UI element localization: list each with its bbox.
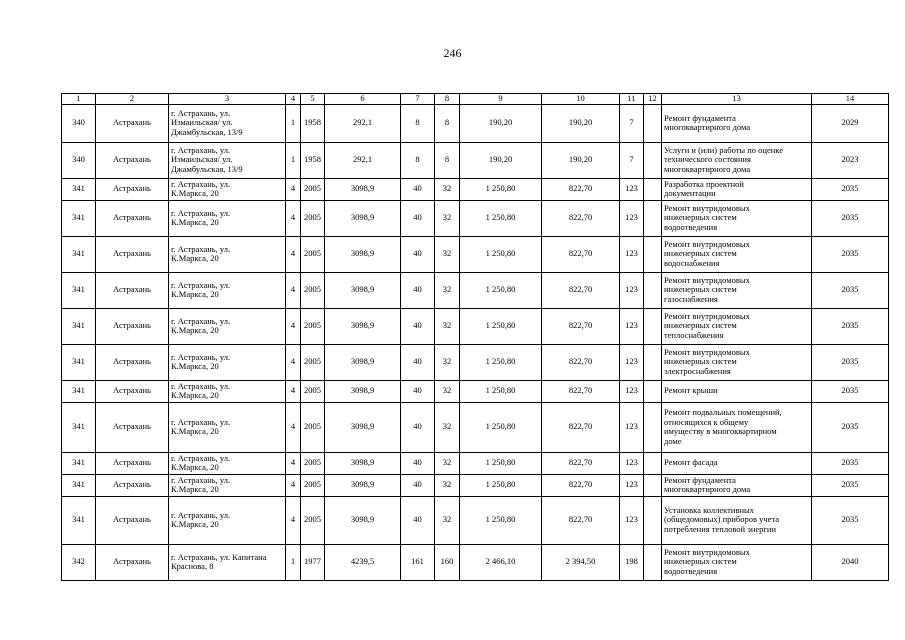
address-cell-line: К.Маркса, 20 [171, 484, 219, 495]
column-10-cell: 190,20 [542, 142, 620, 178]
address-cell-line: г. Астрахань, ул. [171, 178, 231, 189]
column-4-cell: 4 [286, 344, 301, 380]
column-7-cell: 40 [401, 380, 435, 402]
table-row [62, 272, 889, 308]
work-type-cell-line: Ремонт внутридомовых [664, 546, 750, 557]
address-cell-line: г. Астрахань, ул. [171, 144, 231, 155]
column-4-cell: 4 [286, 272, 301, 308]
column-8-cell: 32 [435, 200, 460, 236]
column-9-cell: 1 250,80 [460, 200, 542, 236]
column-9-cell: 1 250,80 [460, 452, 542, 474]
column-6-cell: 3098,9 [325, 200, 401, 236]
address-cell-line: К.Маркса, 20 [171, 519, 219, 530]
column-10-cell: 822,70 [542, 496, 620, 544]
row-number-cell: 340 [62, 104, 96, 142]
column-11-cell: 123 [620, 200, 644, 236]
column-11-cell: 123 [620, 272, 644, 308]
column-number-header: 11 [620, 94, 644, 105]
table-row [62, 452, 889, 474]
settlement-cell: Астрахань [96, 178, 169, 200]
row-number-cell: 342 [62, 544, 96, 580]
column-6-cell: 292,1 [325, 142, 401, 178]
planned-year-cell: 2035 [812, 308, 889, 344]
column-10-cell: 822,70 [542, 380, 620, 402]
address-cell-line: К.Маркса, 20 [171, 390, 219, 401]
work-type-cell-line: Ремонт внутридомовых [664, 310, 750, 321]
address-cell-line: г. Астрахань, ул. [171, 279, 231, 290]
column-11-cell: 7 [620, 142, 644, 178]
year-cell: 2005 [301, 272, 325, 308]
address-cell [169, 236, 286, 272]
column-number-header: 10 [542, 94, 620, 105]
column-12-cell [644, 544, 662, 580]
column-4-cell: 4 [286, 496, 301, 544]
address-cell-line: г. Астрахань, ул. [171, 351, 231, 362]
year-cell: 1958 [301, 104, 325, 142]
work-type-cell-line: инженерных систем [664, 212, 737, 223]
column-12-cell [644, 474, 662, 496]
row-number-cell: 341 [62, 200, 96, 236]
column-6-cell: 3098,9 [325, 402, 401, 452]
work-type-cell [662, 308, 812, 344]
column-8-cell: 8 [435, 142, 460, 178]
column-11-cell: 123 [620, 236, 644, 272]
address-cell [169, 308, 286, 344]
column-9-cell: 1 250,80 [460, 474, 542, 496]
column-7-cell: 40 [401, 236, 435, 272]
settlement-cell: Астрахань [96, 236, 169, 272]
work-type-cell [662, 344, 812, 380]
planned-year-cell: 2035 [812, 496, 889, 544]
work-type-cell-line: Ремонт фундамента [664, 474, 736, 485]
column-number-header: 4 [286, 94, 301, 105]
work-type-cell-line: водоотведения [664, 221, 718, 232]
settlement-cell: Астрахань [96, 272, 169, 308]
table-row [62, 308, 889, 344]
year-cell: 2005 [301, 344, 325, 380]
address-cell-line: К.Маркса, 20 [171, 289, 219, 300]
column-11-cell: 123 [620, 474, 644, 496]
address-cell-line: К.Маркса, 20 [171, 253, 219, 264]
settlement-cell: Астрахань [96, 380, 169, 402]
column-number-header: 9 [460, 94, 542, 105]
column-6-cell: 3098,9 [325, 308, 401, 344]
column-4-cell: 1 [286, 142, 301, 178]
column-4-cell: 4 [286, 402, 301, 452]
column-number-header: 2 [96, 94, 169, 105]
column-number-header: 6 [325, 94, 401, 105]
settlement-cell: Астрахань [96, 496, 169, 544]
column-9-cell: 1 250,80 [460, 344, 542, 380]
column-7-cell: 40 [401, 452, 435, 474]
column-number-header: 1 [62, 94, 96, 105]
table-row [62, 344, 889, 380]
column-11-cell: 123 [620, 496, 644, 544]
work-type-cell-line: технического состояния [664, 154, 751, 165]
column-8-cell: 32 [435, 380, 460, 402]
column-10-cell: 822,70 [542, 452, 620, 474]
table-row [62, 402, 889, 452]
work-type-cell-line: многоквартирного дома [664, 484, 751, 495]
column-6-cell: 3098,9 [325, 474, 401, 496]
year-cell: 2005 [301, 496, 325, 544]
column-number-header: 3 [169, 94, 286, 105]
year-cell: 1958 [301, 142, 325, 178]
column-4-cell: 4 [286, 200, 301, 236]
work-type-cell-line: относящихся к общему [664, 416, 749, 427]
year-cell: 2005 [301, 380, 325, 402]
year-cell: 2005 [301, 474, 325, 496]
work-type-cell-line: Ремонт крыши [664, 385, 718, 396]
work-type-cell-line: Разработка проектной [664, 178, 744, 189]
column-10-cell: 822,70 [542, 402, 620, 452]
column-9-cell: 1 250,80 [460, 272, 542, 308]
work-type-cell-line: (общедомовых) приборов учета [664, 514, 780, 525]
address-cell-line: К.Маркса, 20 [171, 361, 219, 372]
column-12-cell [644, 142, 662, 178]
settlement-cell: Астрахань [96, 452, 169, 474]
work-type-cell-line: многоквартирного дома [664, 122, 751, 133]
address-cell-line: Измаильская/ ул. [171, 154, 233, 165]
row-number-cell: 341 [62, 380, 96, 402]
column-4-cell: 4 [286, 178, 301, 200]
column-6-cell: 3098,9 [325, 452, 401, 474]
row-number-cell: 341 [62, 344, 96, 380]
column-8-cell: 32 [435, 178, 460, 200]
column-7-cell: 8 [401, 142, 435, 178]
column-7-cell: 40 [401, 496, 435, 544]
column-12-cell [644, 452, 662, 474]
table-row [62, 104, 889, 142]
year-cell: 1977 [301, 544, 325, 580]
column-9-cell: 190,20 [460, 104, 542, 142]
table-row [62, 178, 889, 200]
address-cell-line: г. Астрахань, ул. [171, 207, 231, 218]
table-header [62, 94, 889, 105]
table-row [62, 496, 889, 544]
settlement-cell: Астрахань [96, 344, 169, 380]
work-type-cell-line: инженерных систем [664, 248, 737, 259]
column-6-cell: 3098,9 [325, 344, 401, 380]
settlement-cell: Астрахань [96, 104, 169, 142]
address-cell-line: г. Астрахань, ул. [171, 452, 231, 463]
row-number-cell: 341 [62, 178, 96, 200]
column-8-cell: 32 [435, 496, 460, 544]
work-type-cell-line: Ремонт внутридомовых [664, 274, 750, 285]
address-cell-line: г. Астрахань, ул. [171, 243, 231, 254]
work-type-cell-line: Ремонт фасада [664, 457, 718, 468]
row-number-cell: 341 [62, 452, 96, 474]
table-row [62, 380, 889, 402]
column-10-cell: 822,70 [542, 178, 620, 200]
work-type-cell-line: Услуги и (или) работы по оценке [664, 144, 783, 155]
column-4-cell: 4 [286, 308, 301, 344]
work-type-cell-line: потребления тепловой энергии [664, 523, 776, 534]
column-11-cell: 123 [620, 344, 644, 380]
address-cell-line: г. Астрахань, ул. [171, 315, 231, 326]
column-11-cell: 7 [620, 104, 644, 142]
planned-year-cell: 2035 [812, 402, 889, 452]
work-type-cell-line: инженерных систем [664, 356, 737, 367]
work-type-cell [662, 178, 812, 200]
column-7-cell: 8 [401, 104, 435, 142]
column-11-cell: 123 [620, 402, 644, 452]
column-number-header: 13 [662, 94, 812, 105]
work-type-cell-line: инженерных систем [664, 556, 737, 567]
address-cell [169, 496, 286, 544]
work-type-cell [662, 452, 812, 474]
work-type-cell-line: имуществу в многоквартирном [664, 426, 777, 437]
column-8-cell: 8 [435, 104, 460, 142]
column-12-cell [644, 496, 662, 544]
address-cell-line: К.Маркса, 20 [171, 462, 219, 473]
settlement-cell: Астрахань [96, 308, 169, 344]
planned-year-cell: 2035 [812, 344, 889, 380]
address-cell-line: Джамбульская, 13/9 [171, 163, 243, 174]
address-cell-line: К.Маркса, 20 [171, 426, 219, 437]
column-6-cell: 3098,9 [325, 272, 401, 308]
column-9-cell: 2 466,10 [460, 544, 542, 580]
address-cell [169, 200, 286, 236]
column-6-cell: 3098,9 [325, 178, 401, 200]
table-body [62, 104, 889, 580]
row-number-cell: 341 [62, 308, 96, 344]
work-type-cell [662, 272, 812, 308]
column-8-cell: 32 [435, 236, 460, 272]
settlement-cell: Астрахань [96, 402, 169, 452]
work-type-cell [662, 474, 812, 496]
work-type-cell-line: Ремонт фундамента [664, 112, 736, 123]
column-10-cell: 190,20 [542, 104, 620, 142]
column-7-cell: 40 [401, 200, 435, 236]
work-type-cell [662, 544, 812, 580]
planned-year-cell: 2040 [812, 544, 889, 580]
row-number-cell: 340 [62, 142, 96, 178]
address-cell-line: г. Астрахань, ул. [171, 380, 231, 391]
column-7-cell: 40 [401, 474, 435, 496]
work-type-cell [662, 380, 812, 402]
column-4-cell: 4 [286, 380, 301, 402]
column-7-cell: 40 [401, 178, 435, 200]
column-11-cell: 123 [620, 178, 644, 200]
column-12-cell [644, 380, 662, 402]
work-type-cell-line: инженерных систем [664, 320, 737, 331]
column-7-cell: 40 [401, 344, 435, 380]
address-cell-line: г. Астрахань, ул. [171, 509, 231, 520]
address-cell [169, 380, 286, 402]
column-6-cell: 3098,9 [325, 496, 401, 544]
column-11-cell: 123 [620, 452, 644, 474]
planned-year-cell: 2035 [812, 200, 889, 236]
table-row [62, 236, 889, 272]
column-10-cell: 822,70 [542, 474, 620, 496]
table-row [62, 200, 889, 236]
planned-year-cell: 2035 [812, 236, 889, 272]
year-cell: 2005 [301, 178, 325, 200]
planned-year-cell: 2035 [812, 272, 889, 308]
planned-year-cell: 2029 [812, 104, 889, 142]
column-11-cell: 198 [620, 544, 644, 580]
column-number-header: 5 [301, 94, 325, 105]
column-12-cell [644, 236, 662, 272]
column-7-cell: 40 [401, 402, 435, 452]
work-type-cell [662, 142, 812, 178]
column-number-header: 12 [644, 94, 662, 105]
column-10-cell: 822,70 [542, 272, 620, 308]
year-cell: 2005 [301, 236, 325, 272]
column-9-cell: 1 250,80 [460, 380, 542, 402]
column-9-cell: 1 250,80 [460, 236, 542, 272]
column-4-cell: 1 [286, 104, 301, 142]
column-8-cell: 32 [435, 402, 460, 452]
row-number-cell: 341 [62, 236, 96, 272]
column-12-cell [644, 178, 662, 200]
address-cell [169, 452, 286, 474]
work-type-cell-line: электроснабжения [664, 365, 731, 376]
address-cell [169, 402, 286, 452]
work-type-cell-line: Ремонт внутридомовых [664, 346, 750, 357]
column-11-cell: 123 [620, 380, 644, 402]
header-row [62, 94, 889, 105]
year-cell: 2005 [301, 452, 325, 474]
work-type-cell [662, 496, 812, 544]
column-10-cell: 822,70 [542, 308, 620, 344]
work-type-cell [662, 402, 812, 452]
work-type-cell-line: водоотведения [664, 565, 718, 576]
column-9-cell: 1 250,80 [460, 308, 542, 344]
row-number-cell: 341 [62, 474, 96, 496]
settlement-cell: Астрахань [96, 474, 169, 496]
column-7-cell: 40 [401, 308, 435, 344]
address-cell-line: г. Астрахань, ул. [171, 416, 231, 427]
address-cell [169, 272, 286, 308]
column-4-cell: 1 [286, 544, 301, 580]
column-8-cell: 32 [435, 344, 460, 380]
address-cell [169, 474, 286, 496]
column-10-cell: 822,70 [542, 200, 620, 236]
address-cell-line: г. Астрахань, ул. [171, 107, 231, 118]
work-type-cell-line: доме [664, 435, 682, 446]
work-type-cell-line: инженерных систем [664, 284, 737, 295]
column-12-cell [644, 308, 662, 344]
column-4-cell: 4 [286, 474, 301, 496]
work-type-cell [662, 200, 812, 236]
work-type-cell-line: Ремонт подвальных помещений, [664, 406, 782, 417]
column-8-cell: 32 [435, 452, 460, 474]
work-type-cell-line: газоснабжения [664, 293, 718, 304]
address-cell-line: Краснова, 8 [171, 561, 214, 572]
planned-year-cell: 2035 [812, 474, 889, 496]
address-cell-line: К.Маркса, 20 [171, 188, 219, 199]
column-4-cell: 4 [286, 452, 301, 474]
column-number-header: 7 [401, 94, 435, 105]
column-4-cell: 4 [286, 236, 301, 272]
column-12-cell [644, 200, 662, 236]
column-10-cell: 822,70 [542, 236, 620, 272]
address-cell-line: Джамбульская, 13/9 [171, 126, 243, 137]
column-8-cell: 32 [435, 272, 460, 308]
work-type-cell-line: водоснабжения [664, 257, 720, 268]
row-number-cell: 341 [62, 272, 96, 308]
address-cell-line: К.Маркса, 20 [171, 325, 219, 336]
capital-repair-table [61, 93, 889, 581]
column-7-cell: 40 [401, 272, 435, 308]
column-12-cell [644, 344, 662, 380]
settlement-cell: Астрахань [96, 142, 169, 178]
row-number-cell: 341 [62, 496, 96, 544]
planned-year-cell: 2035 [812, 178, 889, 200]
column-9-cell: 1 250,80 [460, 402, 542, 452]
page-number: 246 [443, 46, 462, 60]
work-type-cell-line: многоквартирного дома [664, 163, 751, 174]
address-cell-line: г. Астрахань, ул. Капитана [171, 551, 267, 562]
address-cell [169, 142, 286, 178]
column-12-cell [644, 402, 662, 452]
column-11-cell: 123 [620, 308, 644, 344]
work-type-cell [662, 104, 812, 142]
address-cell-line: Измаильская/ ул. [171, 117, 233, 128]
address-cell-line: г. Астрахань, ул. [171, 474, 231, 485]
work-type-cell-line: теплоснабжения [664, 329, 724, 340]
table-row [62, 474, 889, 496]
year-cell: 2005 [301, 200, 325, 236]
planned-year-cell: 2035 [812, 380, 889, 402]
year-cell: 2005 [301, 402, 325, 452]
address-cell [169, 344, 286, 380]
settlement-cell: Астрахань [96, 200, 169, 236]
address-cell [169, 178, 286, 200]
planned-year-cell: 2023 [812, 142, 889, 178]
column-6-cell: 292,1 [325, 104, 401, 142]
address-cell [169, 104, 286, 142]
column-9-cell: 1 250,80 [460, 496, 542, 544]
column-12-cell [644, 104, 662, 142]
column-9-cell: 1 250,80 [460, 178, 542, 200]
column-8-cell: 32 [435, 474, 460, 496]
column-9-cell: 190,20 [460, 142, 542, 178]
column-7-cell: 161 [401, 544, 435, 580]
work-type-cell [662, 236, 812, 272]
column-8-cell: 160 [435, 544, 460, 580]
work-type-cell-line: Ремонт внутридомовых [664, 238, 750, 249]
address-cell-line: К.Маркса, 20 [171, 217, 219, 228]
column-6-cell: 4239,5 [325, 544, 401, 580]
column-number-header: 8 [435, 94, 460, 105]
column-6-cell: 3098,9 [325, 380, 401, 402]
column-6-cell: 3098,9 [325, 236, 401, 272]
column-8-cell: 32 [435, 308, 460, 344]
address-cell [169, 544, 286, 580]
year-cell: 2005 [301, 308, 325, 344]
table-row [62, 544, 889, 580]
column-10-cell: 822,70 [542, 344, 620, 380]
column-number-header: 14 [812, 94, 889, 105]
work-type-cell-line: документации [664, 188, 716, 199]
work-type-cell-line: Установка коллективных [664, 504, 754, 515]
work-type-cell-line: Ремонт внутридомовых [664, 202, 750, 213]
settlement-cell: Астрахань [96, 544, 169, 580]
column-12-cell [644, 272, 662, 308]
row-number-cell: 341 [62, 402, 96, 452]
planned-year-cell: 2035 [812, 452, 889, 474]
table-row [62, 142, 889, 178]
column-10-cell: 2 394,50 [542, 544, 620, 580]
